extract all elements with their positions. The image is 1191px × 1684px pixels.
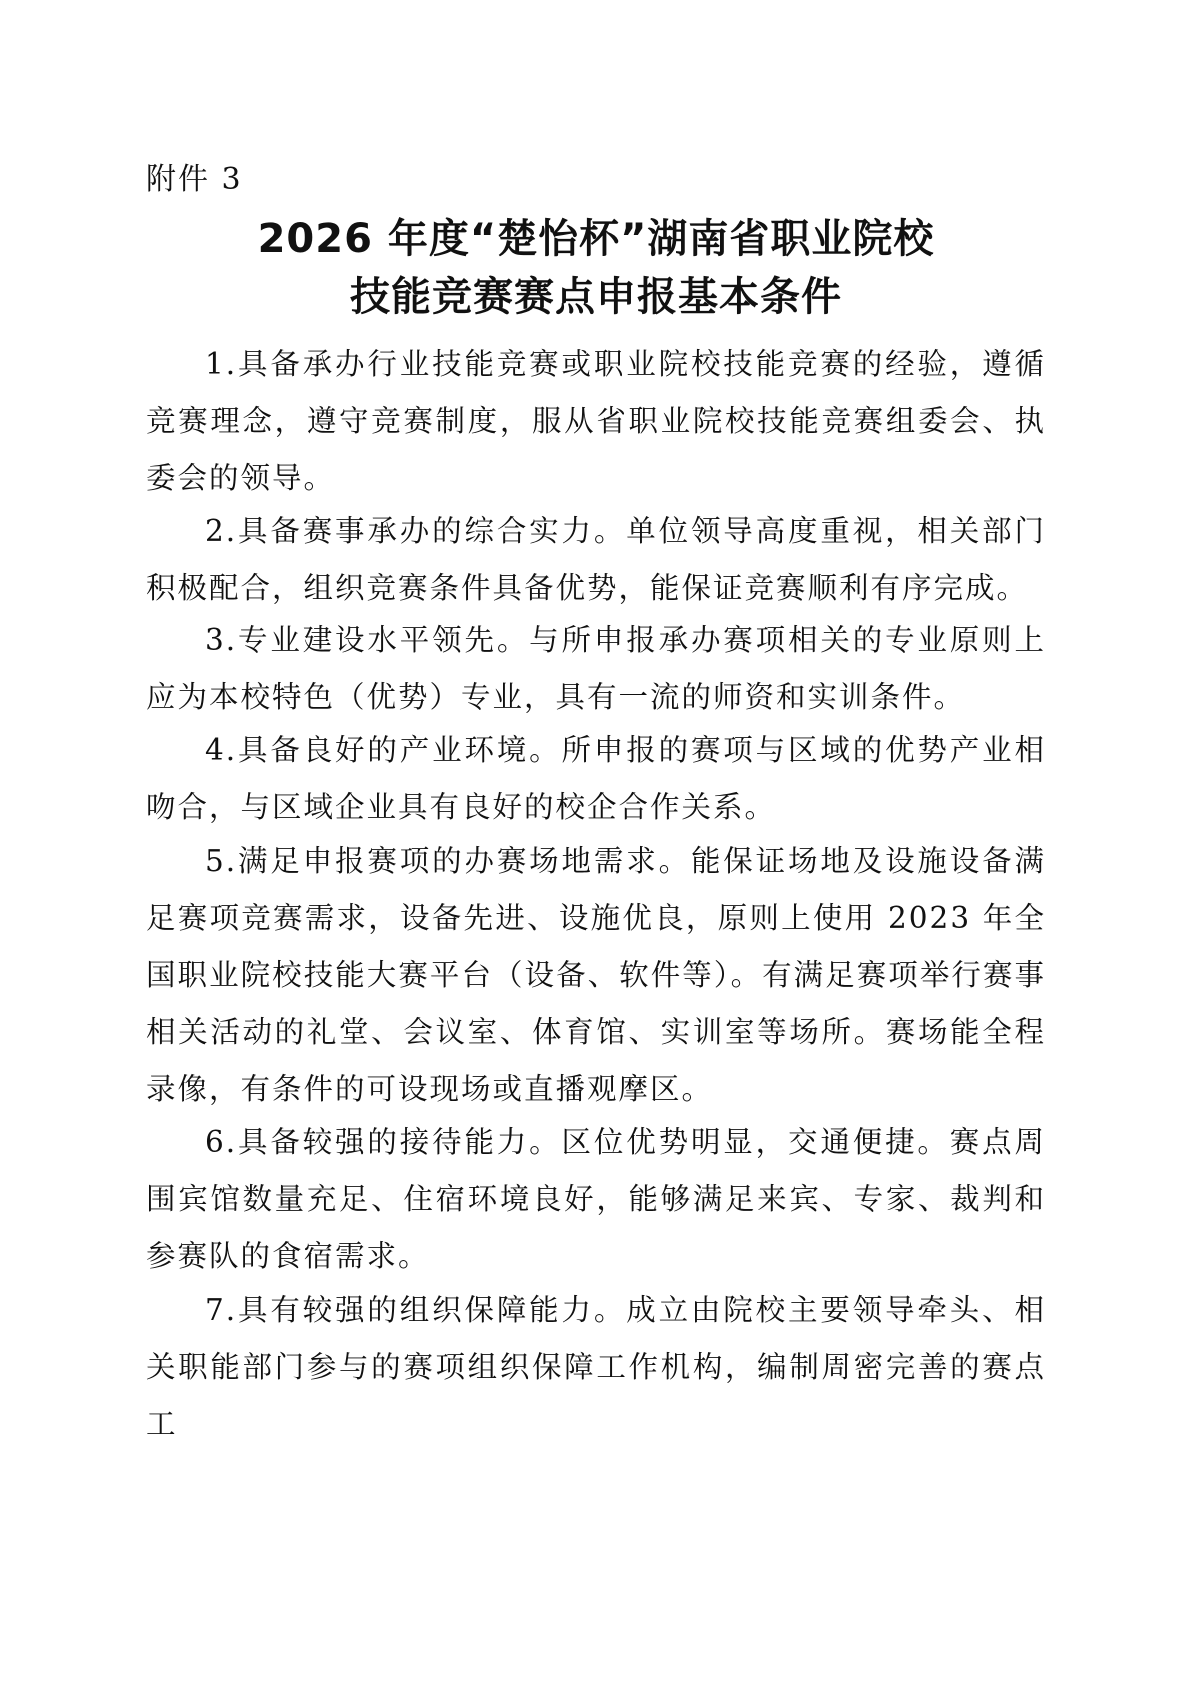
- document-title-line-1: 2026 年度“楚怡杯”湖南省职业院校: [257, 216, 935, 262]
- document-title-line-2: 技能竞赛赛点申报基本条件: [350, 274, 842, 320]
- paragraph-6: 6.具备较强的接待能力。区位优势明显，交通便捷。赛点周围宾馆数量充足、住宿环境良好，能够满足来宾、专家、裁判和参赛队的食宿需求。: [146, 1125, 1046, 1273]
- paragraph-2: 2.具备赛事承办的综合实力。单位领导高度重视，相关部门积极配合，组织竞赛条件具备优势，能保证竞赛顺利有序完成。: [146, 514, 1046, 605]
- paragraph-7: 7.具有较强的组织保障能力。成立由院校主要领导牵头、相关职能部门参与的赛项组织保障工作机构，编制周密完善的赛点工: [146, 1293, 1046, 1441]
- attachment-label: 附件 3: [146, 162, 243, 197]
- paragraph-3: 3.专业建设水平领先。与所申报承办赛项相关的专业原则上应为本校特色（优势）专业，具有一流的师资和实训条件。: [146, 623, 1046, 714]
- paragraph-5: 5.满足申报赛项的办赛场地需求。能保证场地及设施设备满足赛项竞赛需求，设备先进、设施优良，原则上使用 2023 年全国职业院校技能大赛平台（设备、软件等）。有满足赛项举行赛事相关活动的礼堂、会议室、体育馆、实训室等场所。赛场能全程录像，有条件的可设现场或直播观摩区。: [146, 844, 1046, 1106]
- paragraph-4: 4.具备良好的产业环境。所申报的赛项与区域的优势产业相吻合，与区域企业具有良好的校企合作关系。: [146, 733, 1046, 824]
- paragraph-1: 1.具备承办行业技能竞赛或职业院校技能竞赛的经验，遵循竞赛理念，遵守竞赛制度，服从省职业院校技能竞赛组委会、执委会的领导。: [146, 347, 1046, 495]
